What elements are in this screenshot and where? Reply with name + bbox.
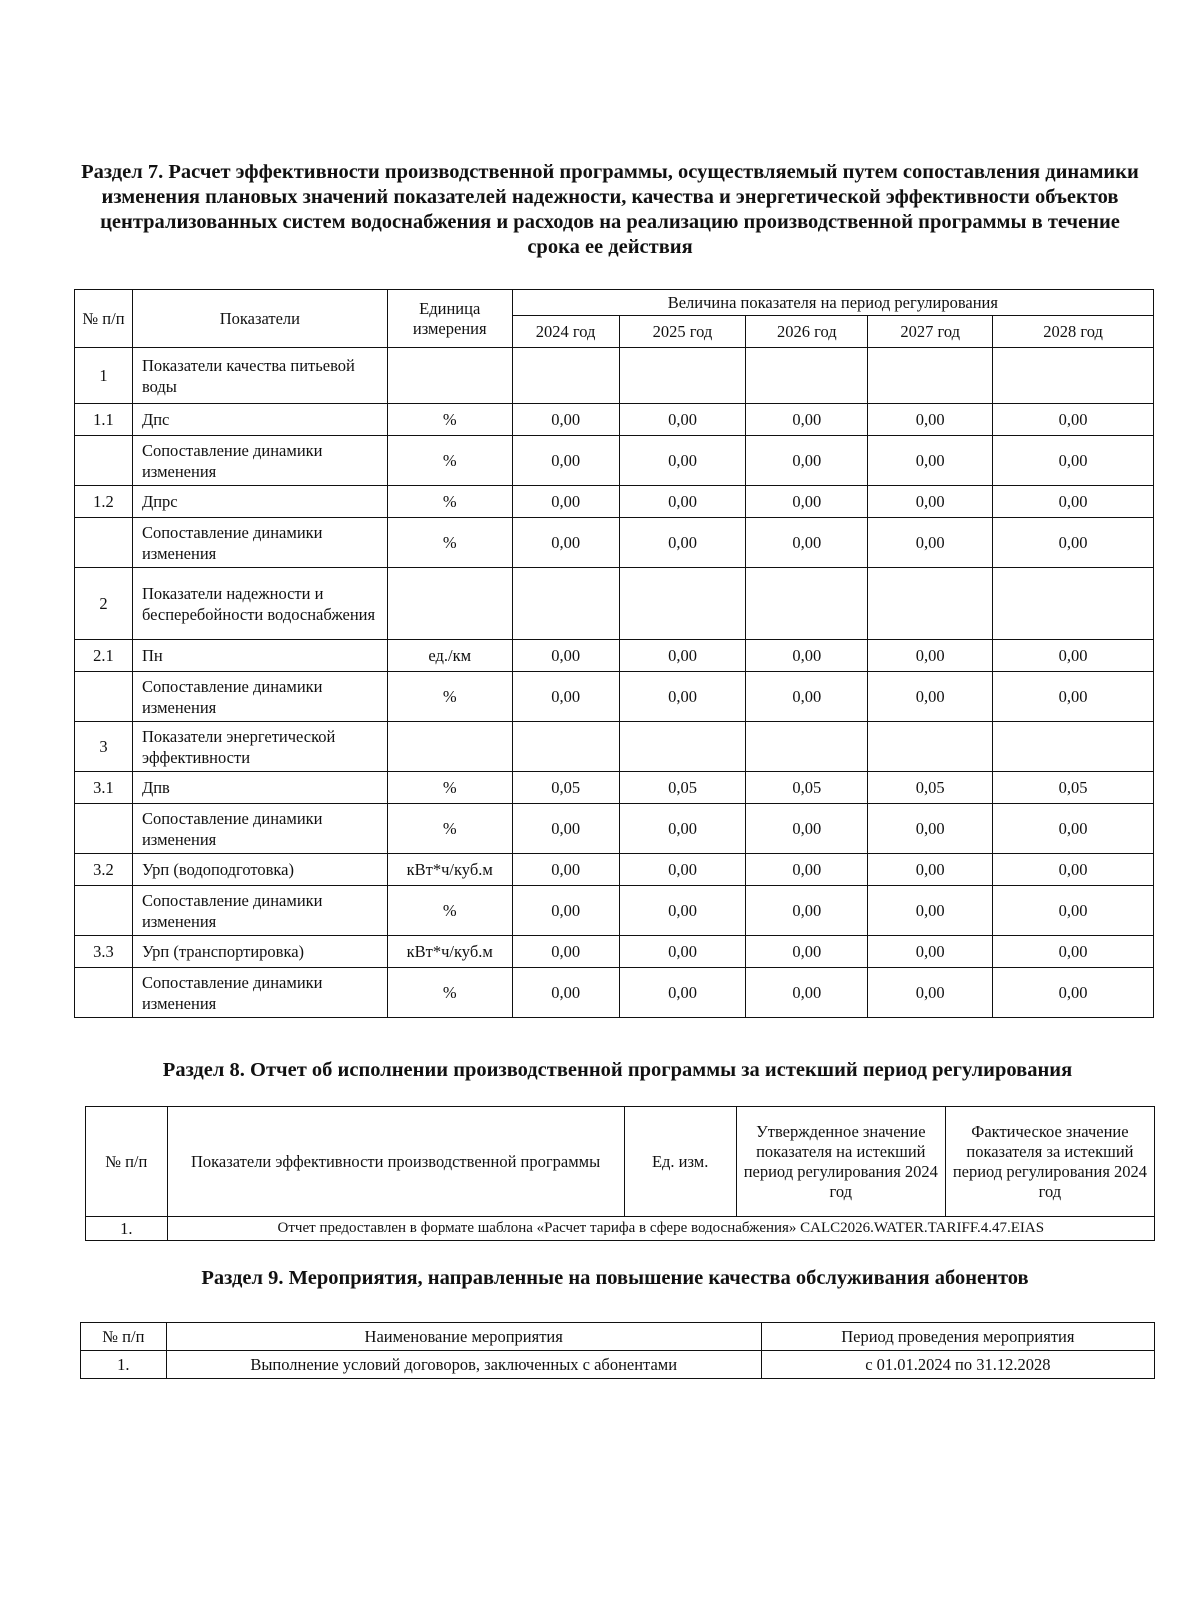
row-value: 0,00 bbox=[746, 968, 868, 1018]
row-value: 0,00 bbox=[993, 936, 1154, 968]
row-num: 1. bbox=[81, 1351, 167, 1379]
row-value: 0,00 bbox=[868, 436, 993, 486]
row-value: 0,00 bbox=[868, 968, 993, 1018]
table-row bbox=[75, 936, 1154, 968]
row-value: 0,00 bbox=[746, 518, 868, 568]
row-unit: кВт*ч/куб.м bbox=[387, 936, 512, 968]
row-value: 0,00 bbox=[619, 640, 746, 672]
row-value: 0,00 bbox=[619, 404, 746, 436]
row-value: 0,00 bbox=[868, 936, 993, 968]
row-value bbox=[993, 722, 1154, 772]
table-row bbox=[75, 804, 1154, 854]
row-num bbox=[75, 518, 133, 568]
header-year: 2024 год bbox=[512, 316, 619, 348]
row-value: 0,00 bbox=[746, 672, 868, 722]
row-num: 1. bbox=[86, 1217, 168, 1241]
row-value: 0,00 bbox=[619, 968, 746, 1018]
row-indicator: Сопоставление динамики изменения bbox=[132, 968, 387, 1018]
row-value: 0,00 bbox=[619, 804, 746, 854]
row-value: 0,00 bbox=[512, 936, 619, 968]
row-value: 0,00 bbox=[512, 518, 619, 568]
header-actual: Фактическое значение показателя за истекший период регулирования 2024 год bbox=[945, 1107, 1154, 1217]
row-value: 0,00 bbox=[512, 672, 619, 722]
row-value: 0,00 bbox=[868, 404, 993, 436]
header-unit: Единица измерения bbox=[387, 290, 512, 348]
table-row bbox=[75, 722, 1154, 772]
row-value: 0,00 bbox=[993, 968, 1154, 1018]
row-value: 0,00 bbox=[512, 486, 619, 518]
row-value: 0,00 bbox=[512, 436, 619, 486]
header-year: 2028 год bbox=[993, 316, 1154, 348]
table-row bbox=[75, 672, 1154, 722]
row-value: 0,00 bbox=[868, 672, 993, 722]
row-value: 0,00 bbox=[512, 404, 619, 436]
row-value: 0,00 bbox=[746, 886, 868, 936]
table-row bbox=[75, 404, 1154, 436]
report-note: Отчет предоставлен в формате шаблона «Расчет тарифа в сфере водоснабжения» CALC2026.WATER.TARIFF.4.47.EIAS bbox=[167, 1217, 1154, 1241]
row-indicator: Сопоставление динамики изменения bbox=[132, 518, 387, 568]
section-9-title: Раздел 9. Мероприятия, направленные на повышение качества обслуживания абонентов bbox=[201, 1267, 1029, 1289]
section-7-title: Раздел 7. Расчет эффективности производственной программы, осуществляемый путем сопоставления динамики изменения плановых значений показателей надежности, качества и энергетической эффективности объектов централизованных систем водоснабжения и расходов на реализацию производственной программы в течение срока ее действия bbox=[81, 161, 1139, 258]
row-value: 0,00 bbox=[993, 436, 1154, 486]
row-unit: ед./км bbox=[387, 640, 512, 672]
row-value bbox=[993, 568, 1154, 640]
row-num: 3 bbox=[75, 722, 133, 772]
row-value bbox=[512, 568, 619, 640]
row-num: 2 bbox=[75, 568, 133, 640]
header-year: 2026 год bbox=[746, 316, 868, 348]
row-value bbox=[619, 348, 746, 404]
row-indicator: Урп (транспортировка) bbox=[132, 936, 387, 968]
table-row bbox=[75, 854, 1154, 886]
row-num bbox=[75, 672, 133, 722]
header-num: № п/п bbox=[86, 1107, 168, 1217]
header-period: Период проведения мероприятия bbox=[761, 1323, 1154, 1351]
row-value: 0,00 bbox=[746, 936, 868, 968]
row-unit: % bbox=[387, 886, 512, 936]
row-value: 0,00 bbox=[993, 486, 1154, 518]
header-unit: Ед. изм. bbox=[624, 1107, 736, 1217]
row-value: 0,00 bbox=[746, 486, 868, 518]
row-unit: % bbox=[387, 804, 512, 854]
row-value bbox=[746, 568, 868, 640]
row-value: 0,00 bbox=[868, 886, 993, 936]
row-num: 3.1 bbox=[75, 772, 133, 804]
row-value: 0,00 bbox=[993, 640, 1154, 672]
section-7-rows bbox=[75, 348, 1154, 1018]
row-value: 0,00 bbox=[619, 854, 746, 886]
row-value bbox=[619, 722, 746, 772]
row-value: 0,00 bbox=[993, 518, 1154, 568]
table-row bbox=[75, 348, 1154, 404]
row-value bbox=[512, 348, 619, 404]
row-value: 0,00 bbox=[993, 804, 1154, 854]
header-period: Величина показателя на период регулирования bbox=[512, 290, 1153, 316]
row-indicator: Сопоставление динамики изменения bbox=[132, 672, 387, 722]
row-value: 0,00 bbox=[993, 886, 1154, 936]
row-value bbox=[619, 568, 746, 640]
row-value: 0,00 bbox=[868, 640, 993, 672]
row-unit bbox=[387, 722, 512, 772]
table-row bbox=[75, 772, 1154, 804]
header-name: Наименование мероприятия bbox=[166, 1323, 761, 1351]
table-row bbox=[75, 886, 1154, 936]
row-value: 0,00 bbox=[746, 640, 868, 672]
row-value: 0,00 bbox=[512, 968, 619, 1018]
row-value: 0,00 bbox=[746, 854, 868, 886]
row-value: 0,00 bbox=[993, 404, 1154, 436]
row-unit bbox=[387, 568, 512, 640]
row-num bbox=[75, 436, 133, 486]
row-value: 0,00 bbox=[619, 936, 746, 968]
row-value: 0,00 bbox=[868, 518, 993, 568]
row-unit: % bbox=[387, 772, 512, 804]
table-row bbox=[75, 568, 1154, 640]
header-approved: Утвержденное значение показателя на истекший период регулирования 2024 год bbox=[736, 1107, 945, 1217]
section-7-table bbox=[74, 289, 1154, 1018]
row-indicator: Сопоставление динамики изменения bbox=[132, 436, 387, 486]
row-value: 0,00 bbox=[993, 854, 1154, 886]
row-value bbox=[993, 348, 1154, 404]
table-row bbox=[75, 968, 1154, 1018]
row-value bbox=[512, 722, 619, 772]
measure-period: с 01.01.2024 по 31.12.2028 bbox=[761, 1351, 1154, 1379]
row-unit bbox=[387, 348, 512, 404]
row-value bbox=[868, 568, 993, 640]
row-num: 3.3 bbox=[75, 936, 133, 968]
row-value: 0,00 bbox=[868, 804, 993, 854]
row-value: 0,00 bbox=[868, 854, 993, 886]
row-value bbox=[746, 722, 868, 772]
header-year: 2025 год bbox=[619, 316, 746, 348]
row-indicator: Показатели качества питьевой воды bbox=[132, 348, 387, 404]
row-value: 0,00 bbox=[619, 436, 746, 486]
row-value: 0,00 bbox=[619, 486, 746, 518]
row-num bbox=[75, 804, 133, 854]
row-num: 3.2 bbox=[75, 854, 133, 886]
row-unit: % bbox=[387, 486, 512, 518]
row-indicator: Пн bbox=[132, 640, 387, 672]
row-value: 0,00 bbox=[993, 672, 1154, 722]
row-indicator: Дпрс bbox=[132, 486, 387, 518]
row-value: 0,00 bbox=[746, 404, 868, 436]
row-num: 2.1 bbox=[75, 640, 133, 672]
table-row bbox=[75, 640, 1154, 672]
table-row bbox=[75, 486, 1154, 518]
row-unit: % bbox=[387, 404, 512, 436]
row-unit: % bbox=[387, 968, 512, 1018]
header-num: № п/п bbox=[81, 1323, 167, 1351]
header-indicator: Показатели эффективности производственной программы bbox=[167, 1107, 624, 1217]
row-value bbox=[868, 722, 993, 772]
row-unit: % bbox=[387, 436, 512, 486]
section-9-table bbox=[80, 1322, 1155, 1379]
row-num: 1.1 bbox=[75, 404, 133, 436]
row-value: 0,05 bbox=[619, 772, 746, 804]
row-indicator: Показатели энергетической эффективности bbox=[132, 722, 387, 772]
row-value: 0,00 bbox=[619, 518, 746, 568]
row-indicator: Дпв bbox=[132, 772, 387, 804]
row-num: 1 bbox=[75, 348, 133, 404]
row-value: 0,05 bbox=[746, 772, 868, 804]
row-value: 0,05 bbox=[993, 772, 1154, 804]
measure-name: Выполнение условий договоров, заключенных с абонентами bbox=[166, 1351, 761, 1379]
header-year: 2027 год bbox=[868, 316, 993, 348]
row-unit: кВт*ч/куб.м bbox=[387, 854, 512, 886]
row-value: 0,00 bbox=[512, 854, 619, 886]
row-value: 0,05 bbox=[868, 772, 993, 804]
row-value: 0,00 bbox=[746, 804, 868, 854]
row-indicator: Урп (водоподготовка) bbox=[132, 854, 387, 886]
row-value: 0,00 bbox=[619, 886, 746, 936]
row-value: 0,00 bbox=[868, 486, 993, 518]
row-unit: % bbox=[387, 672, 512, 722]
row-indicator: Сопоставление динамики изменения bbox=[132, 804, 387, 854]
row-num bbox=[75, 886, 133, 936]
header-indicator: Показатели bbox=[132, 290, 387, 348]
row-indicator: Дпс bbox=[132, 404, 387, 436]
row-value: 0,00 bbox=[512, 886, 619, 936]
section-8-title: Раздел 8. Отчет об исполнении производственной программы за истекший период регулирования bbox=[162, 1059, 1073, 1081]
row-indicator: Показатели надежности и бесперебойности водоснабжения bbox=[132, 568, 387, 640]
row-indicator: Сопоставление динамики изменения bbox=[132, 886, 387, 936]
header-num: № п/п bbox=[75, 290, 133, 348]
row-value bbox=[868, 348, 993, 404]
table-row bbox=[75, 518, 1154, 568]
row-value: 0,05 bbox=[512, 772, 619, 804]
row-num bbox=[75, 968, 133, 1018]
row-value bbox=[746, 348, 868, 404]
row-value: 0,00 bbox=[512, 804, 619, 854]
row-value: 0,00 bbox=[512, 640, 619, 672]
row-num: 1.2 bbox=[75, 486, 133, 518]
row-value: 0,00 bbox=[746, 436, 868, 486]
row-unit: % bbox=[387, 518, 512, 568]
row-value: 0,00 bbox=[619, 672, 746, 722]
section-8-table bbox=[85, 1106, 1155, 1241]
table-row bbox=[75, 436, 1154, 486]
